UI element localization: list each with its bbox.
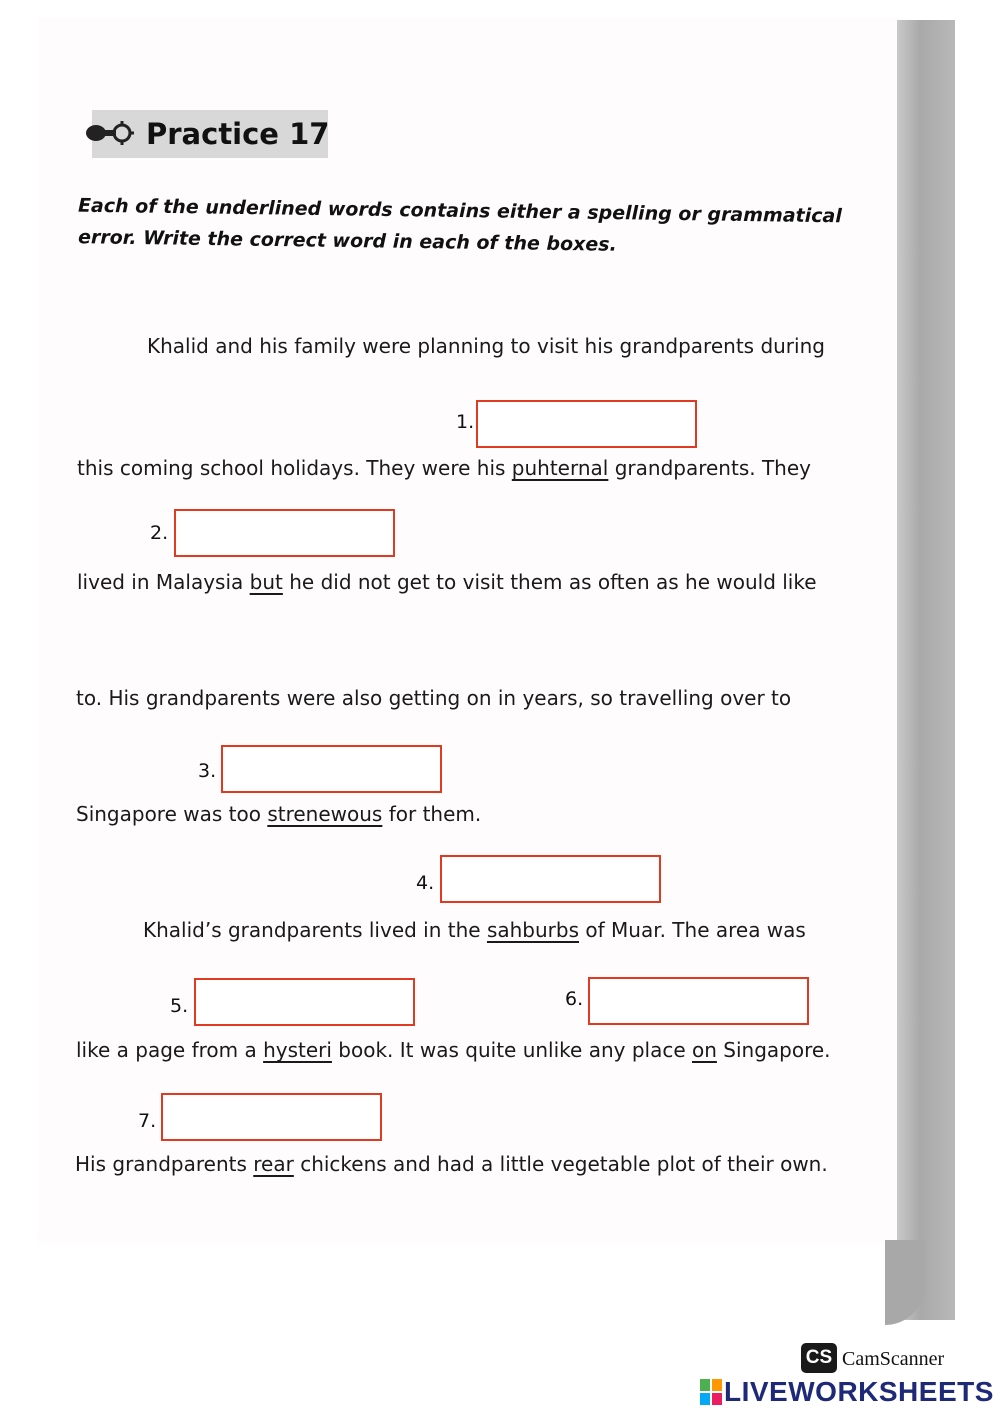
answer-box-3[interactable] — [221, 745, 442, 793]
passage-line-8 — [75, 1152, 828, 1176]
passage-line-7 — [76, 1038, 831, 1062]
error-word-puhternal: puhternal — [511, 456, 609, 480]
answer-label-5: 5. — [170, 995, 189, 1017]
passage-line-6 — [143, 918, 806, 942]
answer-box-6[interactable] — [588, 977, 809, 1025]
text-segment: he did not get to visit them as often as he would like — [282, 570, 817, 594]
error-word-strenewous: strenewous — [267, 802, 383, 826]
passage-line-5 — [76, 802, 481, 826]
camscanner-logo: CS — [801, 1343, 837, 1373]
error-word-rear: rear — [253, 1152, 294, 1176]
passage-line-1: Khalid and his family were planning to visit his grandparents during — [147, 334, 825, 358]
error-word-hysteri: hysteri — [263, 1038, 332, 1062]
answer-box-4[interactable] — [440, 855, 661, 903]
text-segment: of Muar. The area was — [579, 918, 806, 942]
answer-label-2: 2. — [150, 522, 169, 544]
text-segment: grandparents. They — [608, 456, 811, 480]
text-segment: book. It was quite unlike any place — [331, 1038, 692, 1062]
text-segment: like a page from a — [76, 1038, 264, 1062]
answer-label-6: 6. — [565, 988, 584, 1010]
instructions-line-2: error. Write the correct word in each of the boxes. — [77, 226, 617, 256]
text-segment: lived in Malaysia — [77, 570, 250, 594]
passage-line-2 — [77, 456, 811, 480]
text-segment: Singapore was too — [76, 802, 268, 826]
error-word-on: on — [691, 1038, 717, 1062]
answer-box-2[interactable] — [174, 509, 395, 557]
camscanner-label: CamScanner — [842, 1348, 945, 1370]
answer-box-5[interactable] — [194, 978, 415, 1026]
error-word-but: but — [249, 570, 283, 594]
text-segment: chickens and had a little vegetable plot of their own. — [293, 1152, 828, 1176]
liveworksheets-logo-icon — [700, 1379, 722, 1405]
answer-box-7[interactable] — [161, 1093, 382, 1141]
answer-label-4: 4. — [416, 872, 435, 894]
passage-line-3 — [77, 570, 817, 594]
text-segment: Singapore. — [716, 1038, 831, 1062]
answer-label-1: 1. — [456, 411, 475, 433]
text-segment: this coming school holidays. They were his — [77, 456, 512, 480]
key-icon — [84, 118, 136, 148]
answer-label-3: 3. — [198, 760, 217, 782]
text-segment: for them. — [382, 802, 482, 826]
passage-line-4: to. His grandparents were also getting on in years, so travelling over to — [76, 686, 792, 710]
answer-label-7: 7. — [138, 1110, 157, 1132]
answer-box-1[interactable] — [476, 400, 697, 448]
instructions-line-1: Each of the underlined words contains either a spelling or grammatical — [77, 194, 842, 228]
text-segment: His grandparents — [75, 1152, 254, 1176]
error-word-sahburbs: sahburbs — [486, 918, 580, 942]
text-segment: Khalid’s grandparents lived in the — [143, 918, 487, 942]
page-edge — [897, 20, 955, 1320]
page-title: Practice 17 — [146, 117, 330, 151]
liveworksheets-label: LIVEWORKSHEETS — [724, 1376, 994, 1407]
